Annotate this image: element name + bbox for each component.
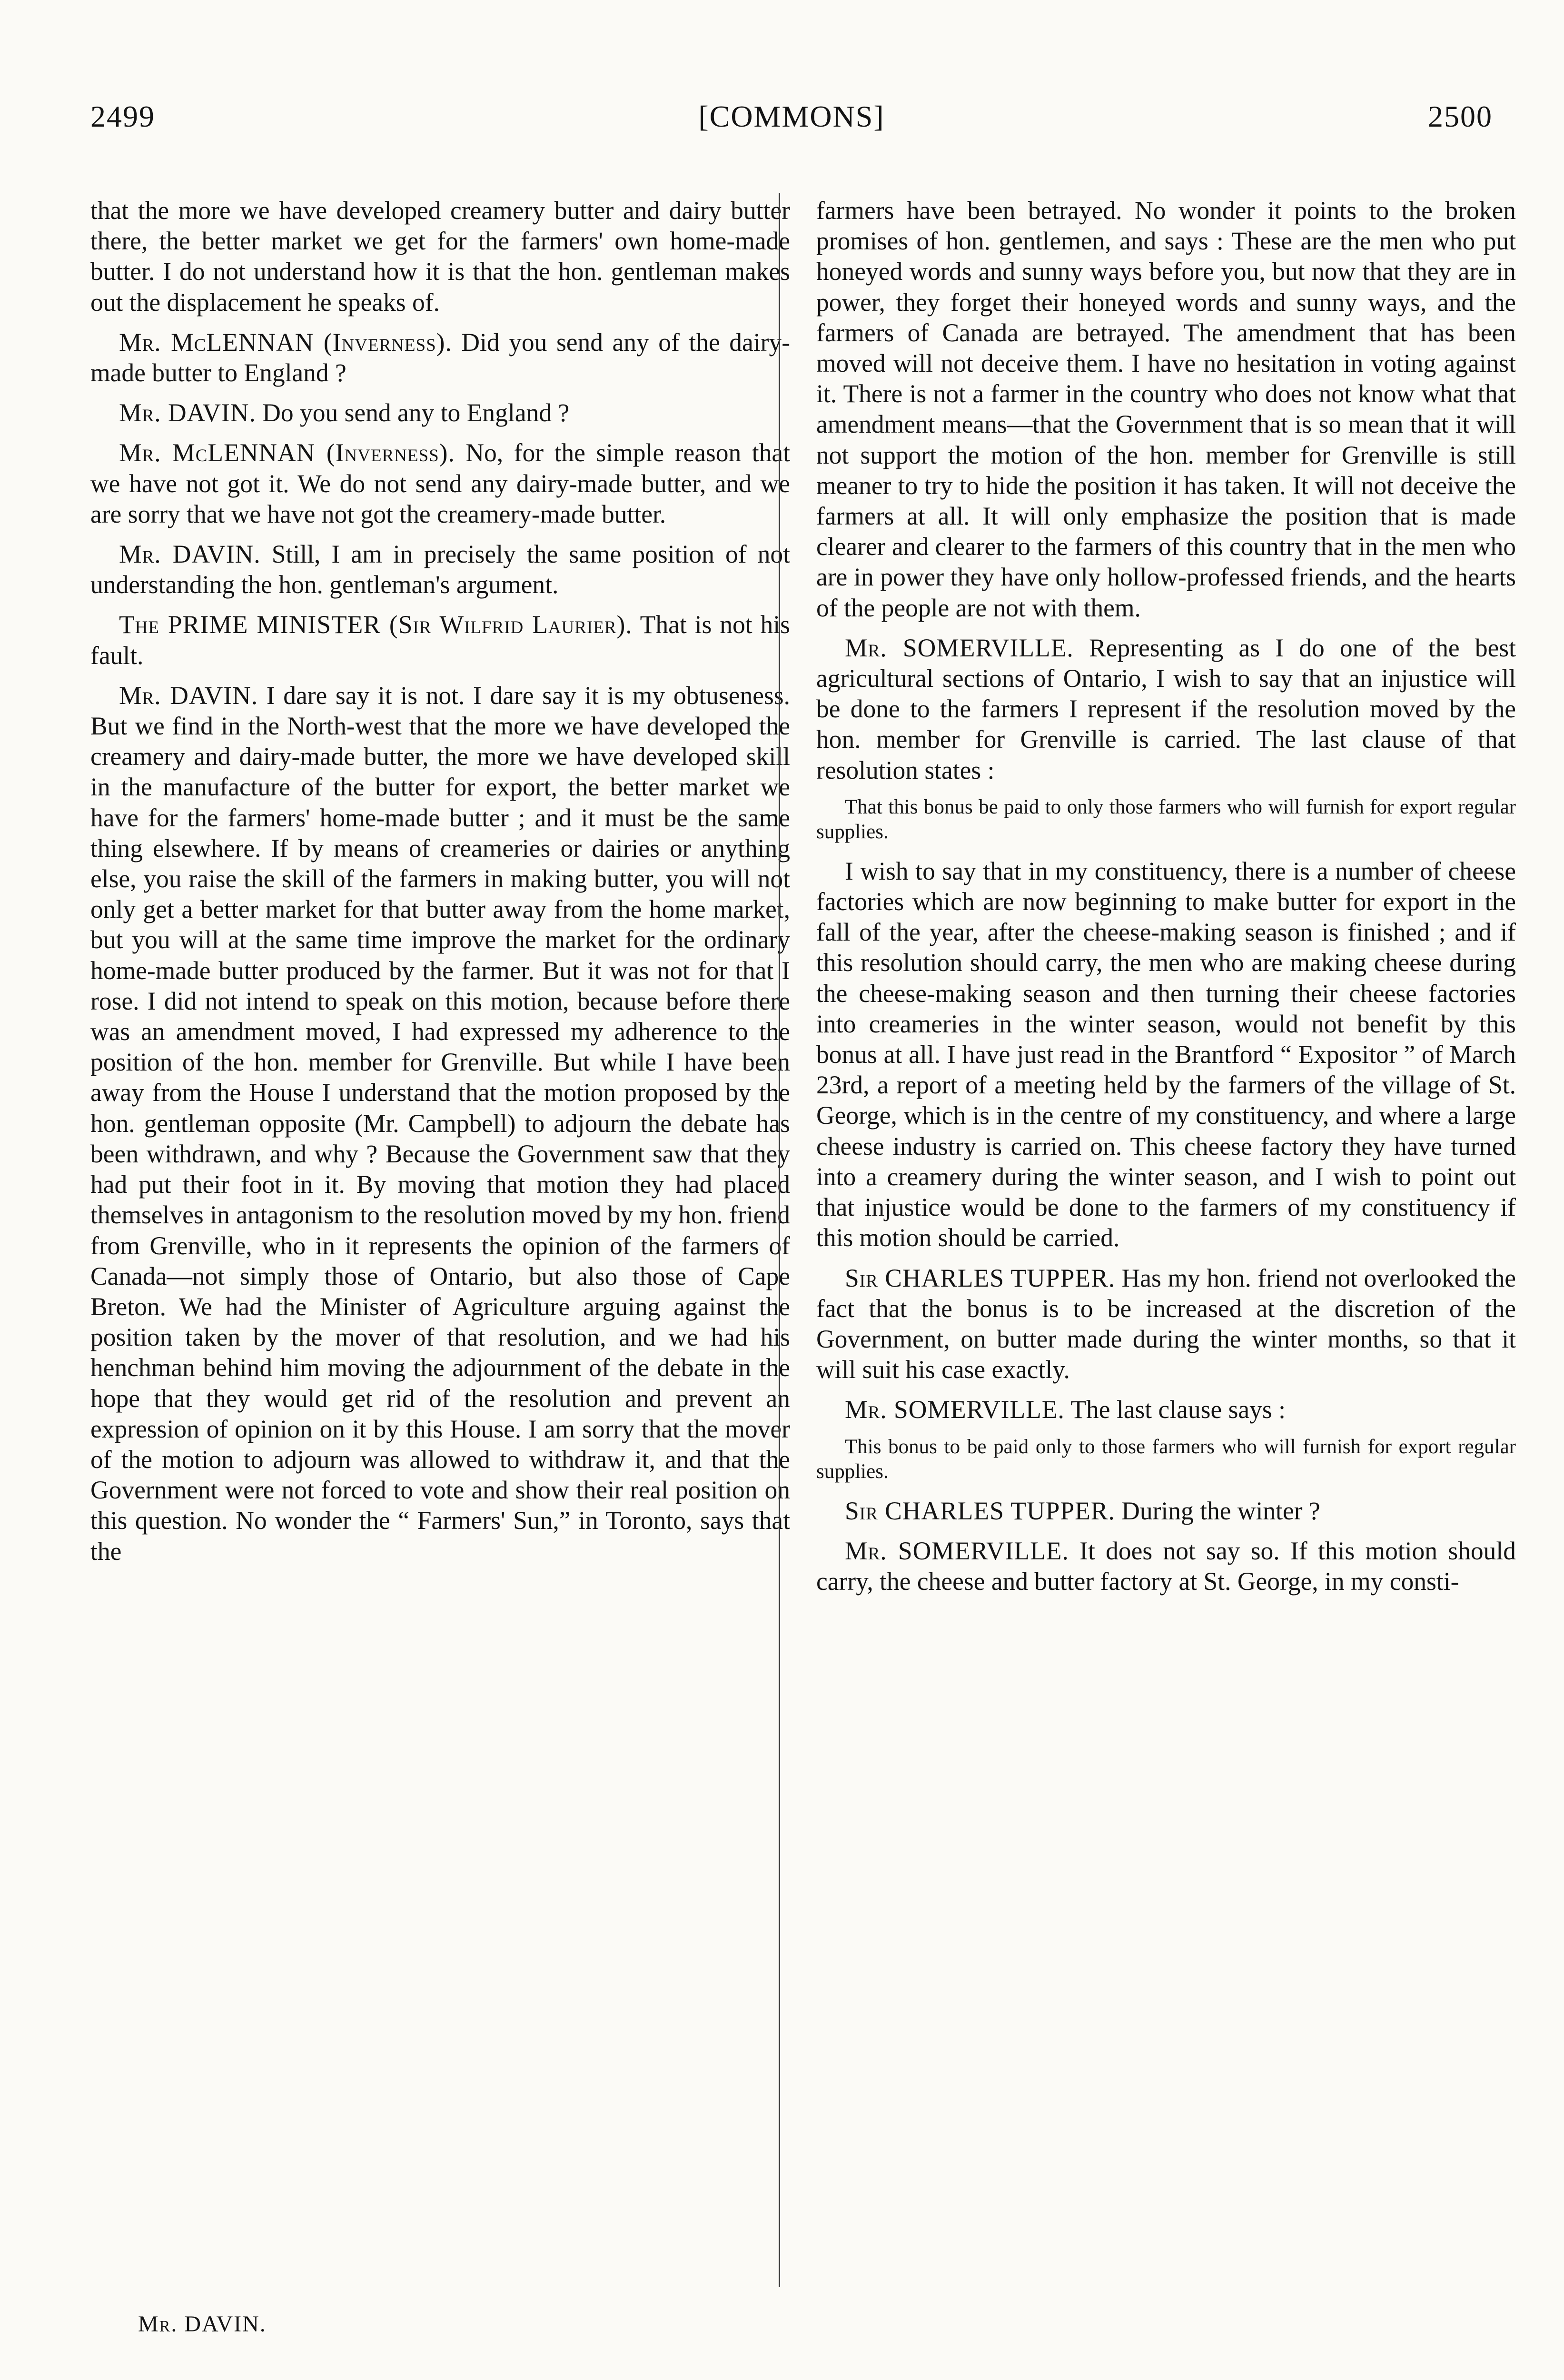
speech-text: Did you send any of the dairy-made butter to England ?	[90, 327, 791, 387]
speech-paragraph	[816, 1496, 1516, 1526]
speech-text: That is not his fault.	[90, 610, 790, 670]
speaker-name: Mr. SOMERVILLE.	[845, 1536, 1069, 1565]
speaker-name: Mr. DAVIN.	[119, 540, 261, 569]
speaker-name: Mr. SOMERVILLE.	[845, 633, 1074, 662]
speaker-name: Mr. DAVIN.	[119, 681, 258, 710]
speech-text: Do you send any to England ?	[262, 398, 570, 427]
speaker-name: Mr. McLENNAN (Inverness).	[119, 438, 455, 467]
speech-paragraph	[816, 633, 1516, 785]
speech-paragraph	[90, 195, 790, 317]
speech-text: Still, I am in precisely the same position of not understanding the hon. gentleman's argument.	[90, 540, 791, 599]
page-header	[90, 93, 1493, 140]
column-divider	[779, 193, 780, 2287]
speech-paragraph	[90, 437, 790, 529]
speaker-name: Sir CHARLES TUPPER.	[845, 1263, 1116, 1292]
speech-text: During the winter ?	[1121, 1496, 1320, 1525]
footer-speaker-name: Mr. DAVIN.	[138, 2311, 267, 2337]
speaker-name: Mr. SOMERVILLE.	[845, 1395, 1065, 1424]
speaker-name: Mr. DAVIN.	[119, 398, 256, 427]
speech-text: that the more we have developed creamery butter and dairy butter there, the better market we get for the farmers' own home-made butter. I do not understand how it is that the hon. gentleman makes out the displacement he speaks of.	[90, 196, 790, 317]
page-number-right: 2500	[1428, 99, 1493, 133]
speaker-name: The PRIME MINISTER (Sir Wilfrid Laurier).	[119, 610, 633, 639]
speech-text: The last clause says :	[1070, 1395, 1286, 1424]
quoted-resolution: That this bonus be paid to only those farmers who will furnish for export regular supplies.	[816, 795, 1516, 843]
speech-text: I wish to say that in my constituency, there is a number of cheese factories which are now beginning to make butter for export in the fall of the year, after the cheese-making season is finished ; and if this resolution should carry, the men who are making cheese during the cheese-making season and then turning their cheese factories into creameries in the winter season, would not benefit by this bonus at all. I have just read in the Brantford “ Expositor ” of March 23rd, a report of a meeting held by the farmers of the village of St. George, which is in the centre of my constituency, and where a large cheese industry is carried on. This cheese factory they have turned into a creamery during the winter season, and I wish to point out that injustice would be done to the farmers of my constituency if this motion should be carried.	[816, 856, 1516, 1252]
speech-text: Representing as I do one of the best agricultural sections of Ontario, I wish to say that an injustice will be done to the farmers I represent if the resolution moved by the hon. member for Grenville is carried. The last clause of that resolution states :	[816, 633, 1516, 784]
speaker-name: Mr. McLENNAN (Inverness).	[119, 327, 452, 357]
speech-paragraph	[816, 1263, 1516, 1385]
speech-paragraph	[90, 680, 790, 1567]
right-column	[816, 195, 1516, 1606]
speech-paragraph	[816, 1536, 1516, 1597]
speech-text: It does not say so. If this motion should carry, the cheese and butter factory at St. George, in my consti-	[816, 1536, 1516, 1596]
speech-text: Has my hon. friend not overlooked the fact that the bonus is to be increased at the discretion of the Government, on butter made during the winter months, so that it will suit his case exactly.	[816, 1263, 1516, 1384]
speech-text: farmers have been betrayed. No wonder it points to the broken promises of hon. gentlemen, and says : These are the men who put honeyed words and sunny ways before you, but now that they are in power, they forget their honeyed words and sunny ways, and the farmers of Canada are betrayed. The amendment that has been moved will not deceive them. I have no hesitation in voting against it. There is not a farmer in the country who does not know what that amendment means—that the Government that is so mean that it will not support the motion of the hon. member for Grenville is still meaner to try to hide the position it has taken. It will not deceive the farmers at all. It will only emphasize the position that is made clearer and clearer to the farmers of this country that in the men who are in power they have only hollow-professed friends, and the hearts of the people are not with them.	[816, 196, 1516, 622]
speech-paragraph	[90, 397, 790, 428]
speech-paragraph	[816, 195, 1516, 623]
speech-paragraph	[816, 856, 1516, 1253]
page-number-left: 2499	[90, 99, 155, 133]
speech-text: No, for the simple reason that we have not got it. We do not send any dairy-made butter, and we are sorry that we have not got the creamery-made butter.	[90, 438, 791, 528]
speech-paragraph	[90, 539, 790, 600]
speech-text: I dare say it is not. I dare say it is my obtuseness. But we find in the North-west that the more we have developed the creamery and dairy-made butter, the more we have developed skill in the manufacture of the butter for export, the better market we have for the farmers' home-made butter ; and it must be the same thing elsewhere. If by means of creameries or dairies or anything else, you raise the skill of the farmers in making butter, you will not only get a better market for that butter away from the home market, but you will at the same time improve the market for the ordinary home-made butter produced by the farmer. But it was not for that I rose. I did not intend to speak on this motion, because before there was an amendment moved, I had expressed my adherence to the position of the hon. member for Grenville. But while I have been away from the House I understand that the motion proposed by the hon. gentleman opposite (Mr. Campbell) to adjourn the debate has been withdrawn, and why ? Because the Government saw that they had put their foot in it. By moving that motion they had placed themselves in antagonism to the resolution moved by my hon. friend from Grenville, who in it represents the opinion of the farmers of Canada—not simply those of Ontario, but also those of Cape Breton. We had the Minister of Agriculture arguing against the position taken by the mover of that resolution, and we had his henchman behind him moving the adjournment of the debate in the hope that they would get rid of the resolution and prevent an expression of opinion on it by this House. I am sorry that the mover of the motion to adjourn was allowed to withdraw it, and that the Government were not forced to vote and show their real position on this question. No wonder the “ Farmers' Sun,” in Toronto, says that the	[90, 681, 791, 1566]
left-column	[90, 195, 790, 1576]
speaker-name: Sir CHARLES TUPPER.	[845, 1496, 1115, 1525]
speech-paragraph	[816, 1394, 1516, 1425]
speech-paragraph	[90, 609, 790, 670]
page-title: [COMMONS]	[698, 99, 885, 133]
speech-paragraph	[90, 327, 790, 388]
quoted-resolution: This bonus to be paid only to those farmers who will furnish for export regular supplies.	[816, 1435, 1516, 1483]
